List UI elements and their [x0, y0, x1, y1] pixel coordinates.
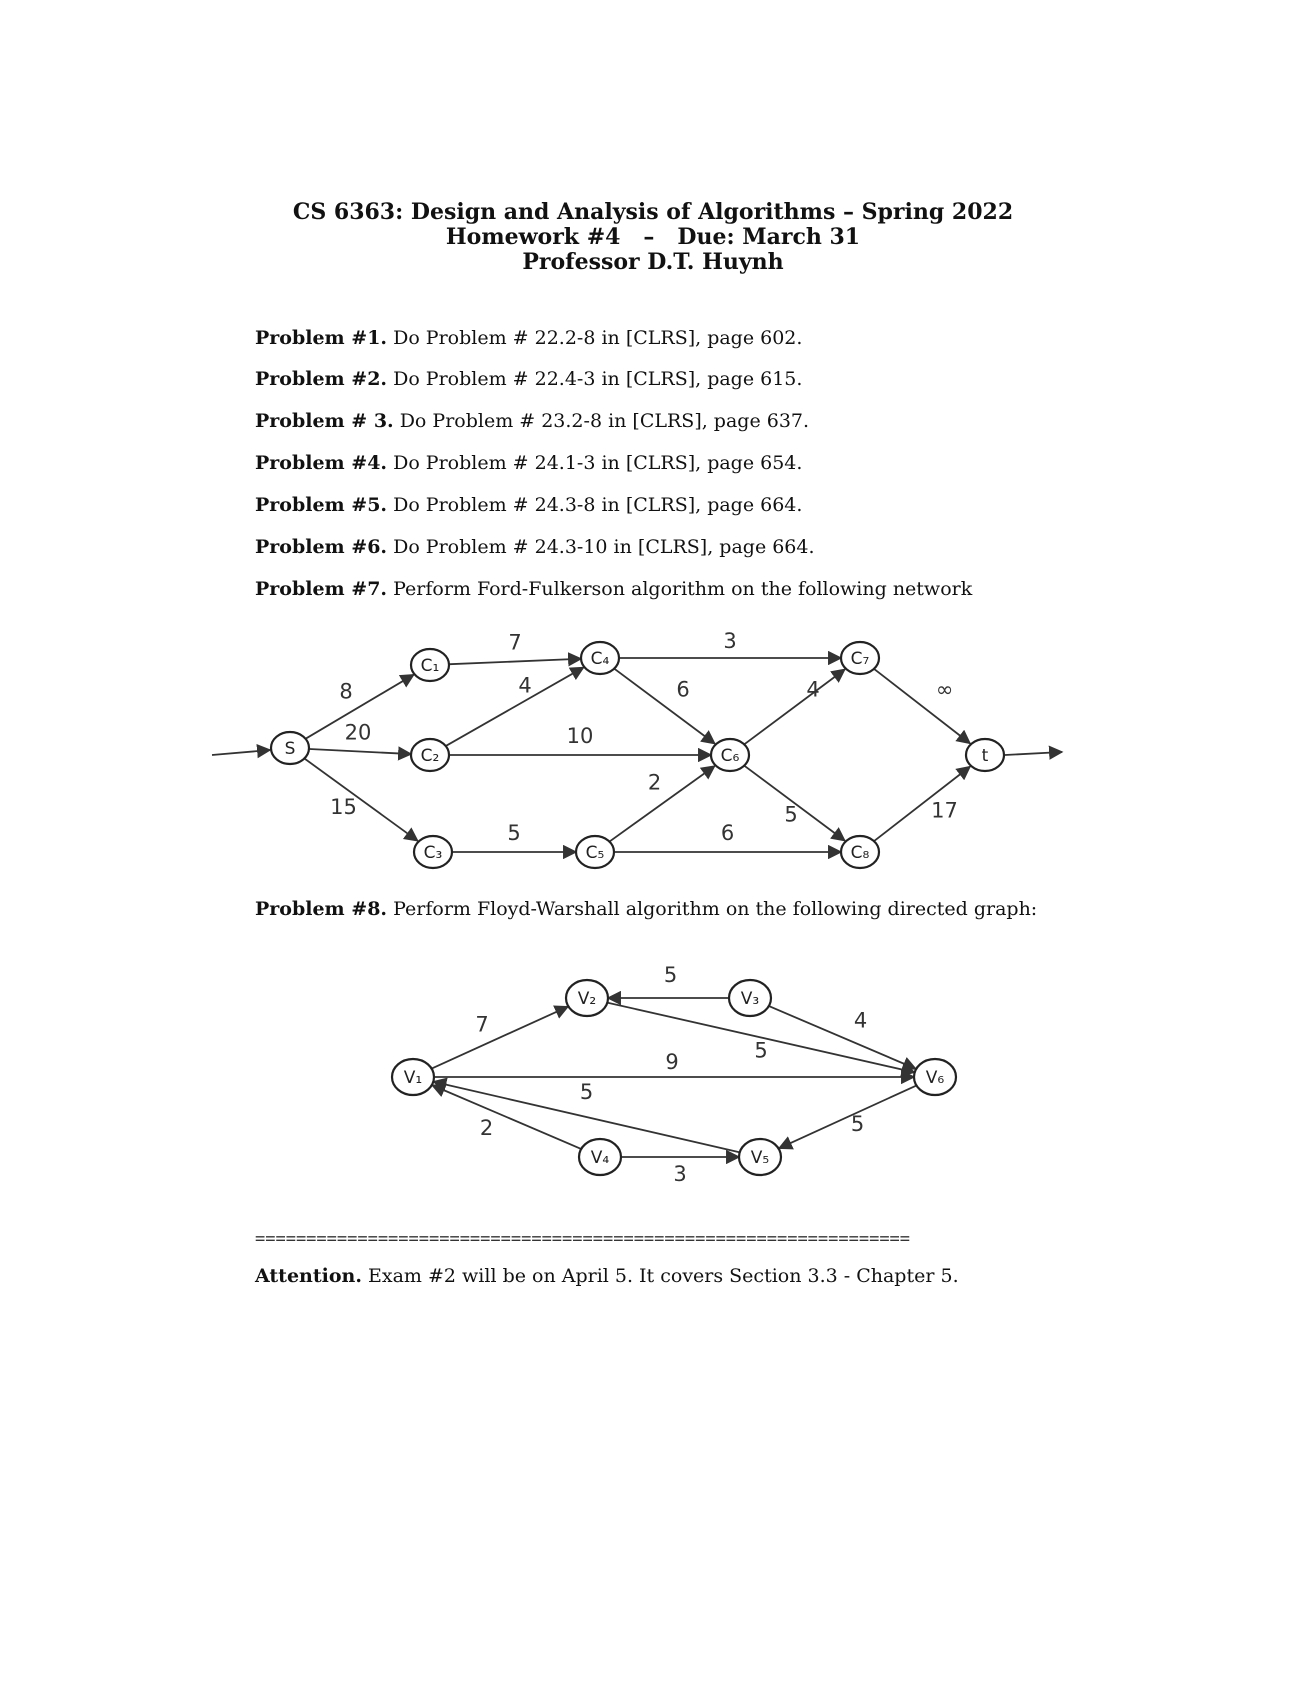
edge-label: 8: [339, 679, 353, 704]
edge-label: 3: [723, 629, 737, 653]
edge-label: ∞: [935, 677, 954, 702]
problem-text: Do Problem # 23.2-8 in [CLRS], page 637.: [399, 410, 810, 432]
node-label: C₇: [850, 649, 870, 669]
divider-line: ================================================================: [255, 1229, 911, 1249]
node-c6: [711, 739, 749, 771]
edge-c8-t: [873, 767, 970, 842]
problem-label: Problem #4.: [255, 452, 388, 474]
professor-name: Professor D.T. Huynh: [522, 249, 784, 275]
edge-v4-v1: [432, 1085, 582, 1149]
problem-3: [255, 410, 809, 432]
edge-c6-c7: [744, 669, 845, 744]
attention-note: [255, 1265, 959, 1287]
problem-text: Do Problem # 24.1-3 in [CLRS], page 654.: [393, 452, 803, 474]
node-t: [966, 739, 1004, 771]
node-v3: [729, 980, 771, 1016]
edge-v4-v5: [619, 1157, 739, 1186]
node-label: V₃: [740, 989, 760, 1009]
node-v6: [914, 1059, 956, 1095]
problem-7: [255, 578, 972, 600]
node-label: C₃: [423, 843, 443, 863]
edge-label: 15: [330, 795, 357, 819]
problem-label: Problem #8.: [255, 898, 388, 920]
node-c5: [576, 836, 614, 868]
edge-c5-c6: [609, 766, 715, 842]
edge-label: 20: [344, 720, 372, 745]
problem-label: Problem #7.: [255, 578, 388, 600]
edge-label: 5: [784, 802, 798, 827]
edge-v1-v6: [432, 1050, 914, 1077]
document-header: [0, 200, 1306, 275]
edge-label: 5: [663, 963, 678, 987]
problem-text: Do Problem # 24.3-10 in [CLRS], page 664.: [393, 536, 815, 558]
problem-text: Do Problem # 24.3-8 in [CLRS], page 664.: [393, 494, 803, 516]
node-label: V₁: [403, 1068, 423, 1088]
problem-text: Do Problem # 22.4-3 in [CLRS], page 615.: [393, 368, 803, 390]
edge-c2-c4: [445, 667, 584, 746]
edge-c5-c8: [612, 821, 841, 852]
node-v4: [579, 1139, 621, 1175]
homework-title: Homework #4 – Due: March 31: [445, 224, 861, 250]
problem-text: Do Problem # 22.2-8 in [CLRS], page 602.: [393, 327, 803, 349]
node-label: V₅: [750, 1148, 770, 1168]
node-v1: [392, 1059, 434, 1095]
edge-label: 7: [475, 1012, 489, 1037]
edge-label: 4: [853, 1008, 868, 1033]
edge-v1-v2: [430, 1007, 568, 1069]
edge-s-c3: [304, 758, 418, 841]
edge-c7-t: [873, 668, 970, 743]
node-v5: [739, 1139, 781, 1175]
attention-label: Attention.: [255, 1265, 362, 1287]
node-label: C₂: [420, 746, 440, 766]
node-label: S: [284, 739, 296, 759]
node-label: t: [981, 746, 989, 766]
course-title: CS 6363: Design and Analysis of Algorithms – Spring 2022: [292, 199, 1014, 225]
edge-c3-c5: [450, 821, 576, 852]
problem-2: [255, 368, 802, 390]
node-label: V₂: [577, 989, 597, 1009]
problem-1: [255, 327, 802, 349]
problem-text: Perform Ford-Fulkerson algorithm on the following network: [393, 578, 973, 600]
problem-8: [255, 898, 1037, 920]
node-c8: [841, 836, 879, 868]
edge-label: 6: [720, 821, 735, 845]
node-c2: [411, 739, 449, 771]
edge-label: 3: [673, 1162, 687, 1186]
node-label: C₄: [590, 649, 610, 669]
edge-label: 2: [647, 770, 662, 795]
edge-label: 5: [507, 821, 521, 845]
edge-c4-c6: [614, 668, 715, 743]
edge-label: 17: [931, 798, 958, 823]
problem-label: Problem #6.: [255, 536, 388, 558]
problem-text: Perform Floyd-Warshall algorithm on the following directed graph:: [393, 898, 1038, 920]
edge-label: 5: [850, 1112, 865, 1136]
node-s: [271, 732, 309, 764]
edge-label: 6: [676, 677, 690, 702]
node-label: V₄: [590, 1148, 610, 1168]
edge-v3-v2: [608, 963, 731, 998]
edge-label: 5: [579, 1080, 594, 1104]
edge-label: 5: [754, 1038, 768, 1063]
source-in-arrow: [212, 750, 270, 755]
node-c3: [414, 836, 452, 868]
problem-label: Problem #2.: [255, 368, 388, 390]
edge-c2-c6: [447, 724, 711, 755]
node-label: C₈: [850, 843, 870, 863]
node-label: C₁: [420, 656, 440, 676]
problem-5: [255, 494, 802, 516]
edge-label: 4: [806, 677, 820, 702]
node-c4: [581, 642, 619, 674]
attention-text: Exam #2 will be on April 5. It covers Section 3.3 - Chapter 5.: [368, 1265, 959, 1287]
edge-c4-c7: [617, 629, 841, 658]
node-v2: [566, 980, 608, 1016]
problem-label: Problem #5.: [255, 494, 388, 516]
edge-c6-c8: [744, 765, 845, 840]
edge-c1-c4: [447, 631, 581, 665]
edge-label: 4: [518, 673, 532, 698]
edge-s-c2: [307, 721, 411, 755]
flow-network-graph: [0, 620, 1306, 890]
node-c7: [841, 642, 879, 674]
node-c1: [411, 649, 449, 681]
edge-v3-v6: [767, 1005, 915, 1068]
sink-out-arrow: [1005, 752, 1062, 755]
directed-graph: [0, 950, 1306, 1190]
edge-label: 9: [665, 1050, 679, 1074]
problem-label: Problem # 3.: [255, 410, 394, 432]
problem-6: [255, 536, 815, 558]
edge-label: 2: [479, 1116, 494, 1140]
node-label: V₆: [925, 1068, 945, 1088]
node-label: C₅: [585, 843, 605, 863]
problem-4: [255, 452, 802, 474]
problem-label: Problem #1.: [255, 327, 388, 349]
node-label: C₆: [720, 746, 740, 766]
edge-label: 7: [508, 630, 522, 655]
edge-label: 10: [566, 724, 594, 748]
edge-v6-v5: [779, 1085, 918, 1148]
